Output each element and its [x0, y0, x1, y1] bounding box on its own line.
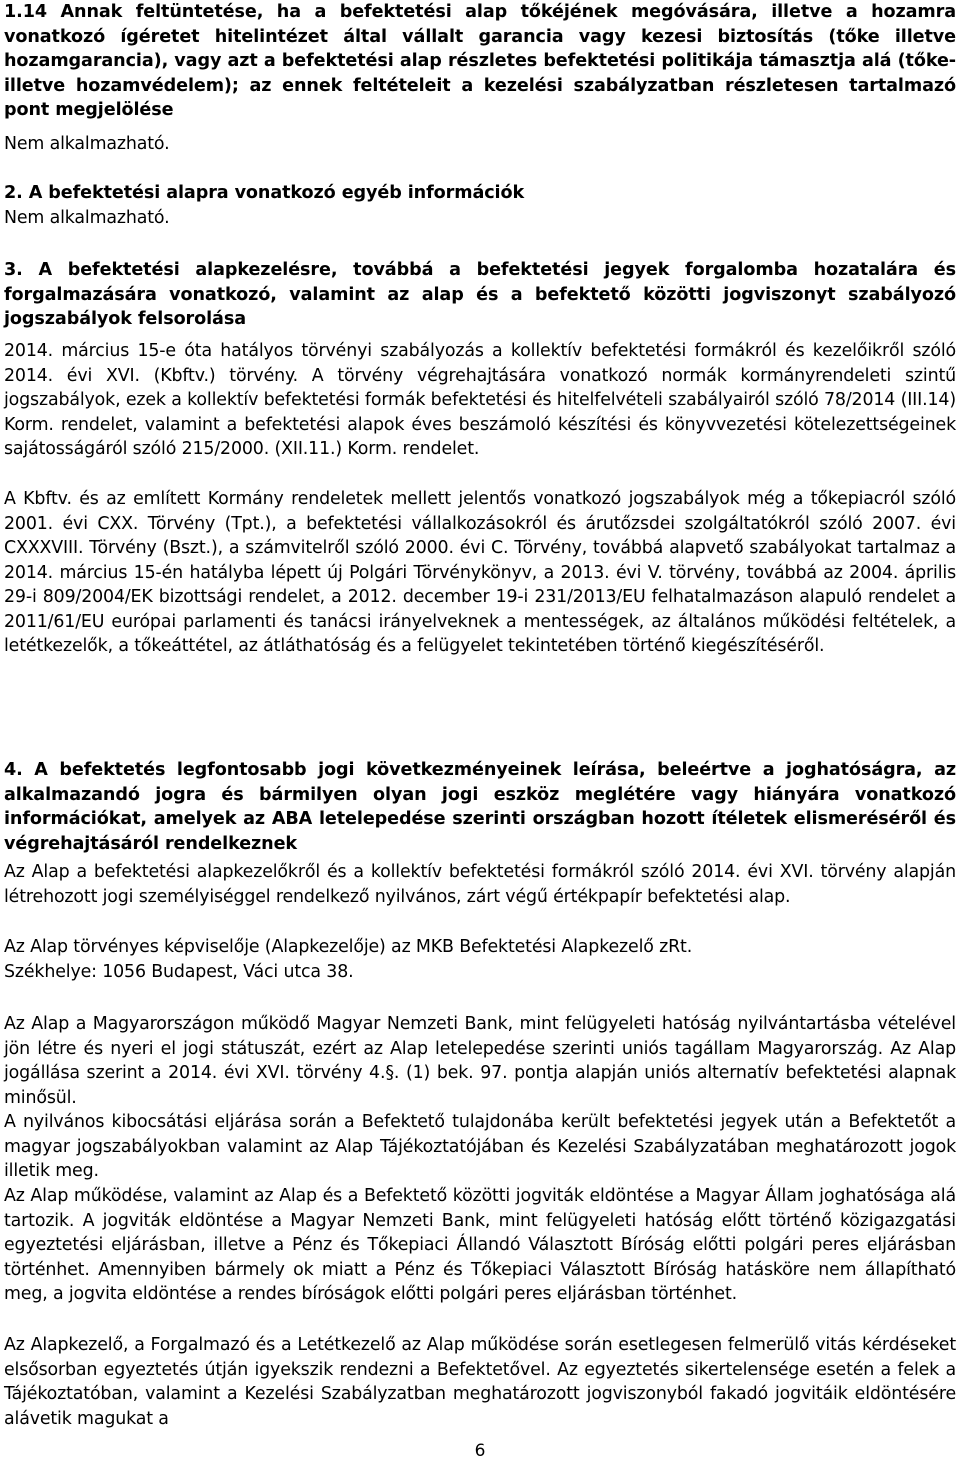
section-4-heading: 4. A befektetés legfontosabb jogi következményeinek leírása, beleértve a joghatóságra, az alkalmazandó jogra és bármilyen olyan jogi eszköz meglétére vagy hiányára vonatkozó információkat, amelyek az ABA letelepedése szerinti országban hozott ítéletek elismeréséről és végrehajtásáról rendelkeznek [4, 760, 956, 854]
section-2-body: Nem alkalmazható. [4, 208, 170, 228]
page-number: 6 [474, 1441, 486, 1461]
section-4-paragraph: Székhelye: 1056 Budapest, Váci utca 38. [4, 962, 354, 982]
section-4-paragraph: Az Alap a befektetési alapkezelőkről és a kollektív befektetési formákról szóló 2014. évi XVI. törvény alapján létrehozott jogi személyiséggel rendelkező nyilvános, zárt végű értékpapír befektetési alap. [4, 862, 956, 907]
section-2-heading: 2. A befektetési alapra vonatkozó egyéb információk [4, 183, 525, 203]
section-4-paragraph: A nyilvános kibocsátási eljárása során a Befektető tulajdonába került befektetési jegyek után a Befektetőt a magyar jogszabályokban valamint az Alap Tájékoztatójában és Kezelési Szabályzatában meghatározott jogok illetik meg. [4, 1112, 956, 1181]
section-3-paragraph: 2014. március 15-e óta hatályos törvényi szabályozás a kollektív befektetési formákról és kezelőikről szóló 2014. évi XVI. (Kbftv.) törvény. A törvény végrehajtására vonatkozó normák kormányrendeleti szintű jogszabályok, ezek a kollektív befektetési formák befektetési és hitelfelvételi szabályairól szóló 78/2014 (III.14) Korm. rendelet, valamint a befektetési alapok éves beszámoló készítési és könyvvezetési kötelezettségeinek sajátosságáról szóló 215/2000. (XII.11.) Korm. rendelet. [4, 341, 956, 459]
section-4-paragraph: Az Alap működése, valamint az Alap és a Befektető közötti jogviták eldöntése a Magyar Állam joghatósága alá tartozik. A jogviták eldöntése a Magyar Nemzeti Bank, mint felügyeleti hatóság előtt történő közigazgatási egyeztetési eljárásban, illetve a Pénz és Tőkepiaci Állandó Választott Bíróság előtti polgári peres eljárásban történhet. Amennyiben bármely ok miatt a Pénz és Tőkepiaci Választott Bíróság hatásköre nem állapítható meg, a jogvita eldöntése a rendes bíróságok előtti polgári peres eljárásban történhet. [4, 1186, 956, 1304]
section-1-14-heading: 1.14 Annak feltüntetése, ha a befektetési alap tőkéjének megóvására, illetve a hozamra vonatkozó ígéretet hitelintézet által vállalt garancia vagy kezesi biztosítás (tőke illetve hozamgarancia), vagy azt a befektetési alap részletes befektetési politikája támasztja alá (tőke-illetve hozamvédelem); az ennek feltételeit a kezelési szabályzatban részletesen tartalmazó pont megjelölése [4, 2, 956, 120]
section-4-paragraph: Az Alap törvényes képviselője (Alapkezelője) az MKB Befektetési Alapkezelő zRt. [4, 937, 693, 957]
section-3-paragraph: A Kbftv. és az említett Kormány rendeletek mellett jelentős vonatkozó jogszabályok még a tőkepiacról szóló 2001. évi CXX. Törvény (Tpt.), a befektetési vállalkozásokról és árutőzsdei szolgáltatókról szóló 2007. évi CXXXVIII. Törvény (Bszt.), a számvitelről szóló 2000. évi C. Törvény, továbbá alapvető szabályokat tartalmaz a 2014. március 15-én hatályba lépett új Polgári Törvénykönyv, a 2013. évi V. törvény, továbbá az 2004. április 29-i 809/2004/EK bizottsági rendelet, a 2012. december 19-i 231/2013/EU felhatalmazáson alapuló rendelet a 2011/61/EU európai parlamenti és tanácsi irányelveknek a mentességek, az általános működési feltételek, a letétkezelők, a tőkeáttétel, az átláthatóság és a felügyelet tekintetében történő kiegészítéséről. [4, 489, 956, 656]
section-3-heading: 3. A befektetési alapkezelésre, továbbá a befektetési jegyek forgalomba hozatalára és forgalmazására vonatkozó, valamint az alap és a befektető közötti jogviszonyt szabályozó jogszabályok felsorolása [4, 260, 956, 329]
section-4-paragraph: Az Alap a Magyarországon működő Magyar Nemzeti Bank, mint felügyeleti hatóság nyilvántartásba vételével jön létre és nyeri el jogi státuszát, ezért az Alap letelepedése szerinti uniós tagállam Magyarország. Az Alap jogállása szerint a 2014. évi XVI. törvény 4.§. (1) bek. 97. pontja alapján uniós alternatív befektetési alapnak minősül. [4, 1014, 956, 1108]
section-4-paragraph: Az Alapkezelő, a Forgalmazó és a Letétkezelő az Alap működése során esetlegesen felmerülő vitás kérdéseket elsősorban egyeztetés útján igyekszik rendezni a Befektetővel. Az egyeztetés sikertelensége esetén a felek a Tájékoztatóban, valamint a Kezelési Szabályzatban meghatározott jogviszonyból fakadó jogvitáik eldöntésére alávetik magukat a [4, 1335, 956, 1429]
section-1-14-body: Nem alkalmazható. [4, 134, 170, 154]
